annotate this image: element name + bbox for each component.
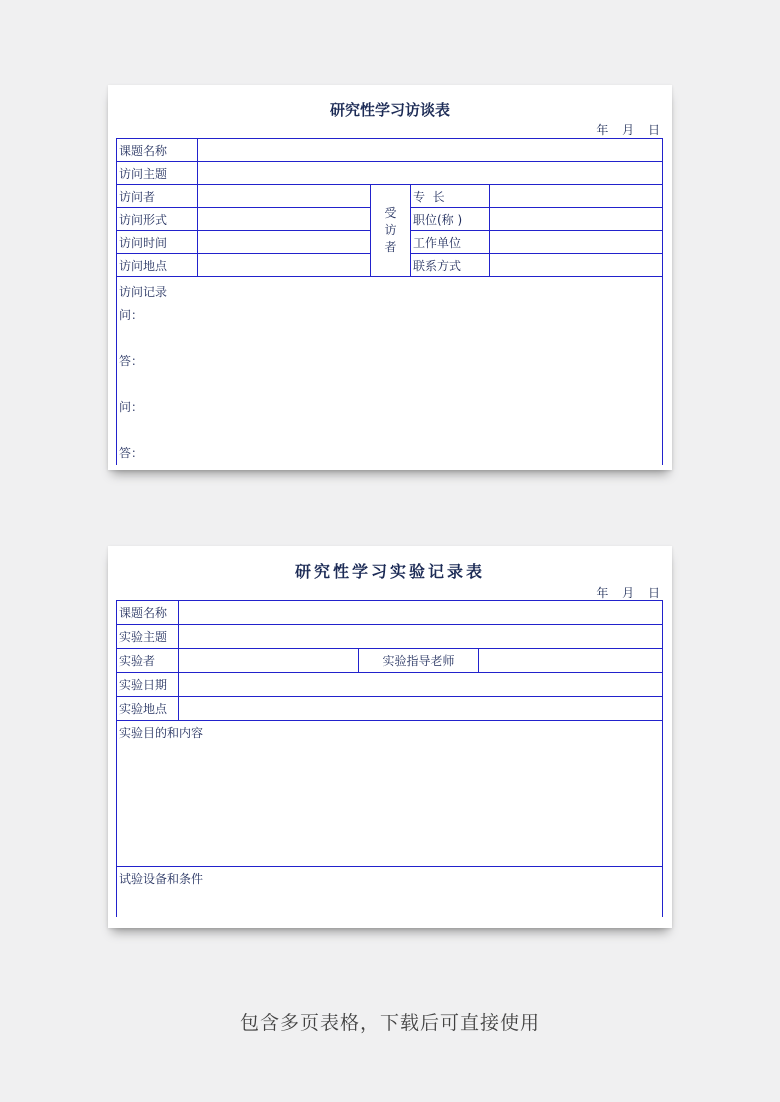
interviewer-label: 访问者 [117,185,198,208]
experiment-form-title: 研究性学习实验记录表 [294,562,485,581]
table-row [117,277,663,466]
topic-name-label: 课题名称 [117,139,198,162]
experimenter-field[interactable] [179,649,359,673]
table-row [117,867,663,918]
table-row [117,721,663,867]
work-unit-field[interactable] [490,231,663,254]
answer-label: 答： [119,354,144,368]
interviewee-char: 访 [384,223,397,237]
interview-form-date: 年 月 日 [596,123,660,137]
date-field[interactable] [179,673,663,697]
table-row [117,601,663,625]
contact-label: 联系方式 [411,254,490,277]
time-label: 访问时间 [117,231,198,254]
format-field[interactable] [198,208,371,231]
table-row [117,697,663,721]
interview-form-page [108,85,672,470]
interviewee-label [371,185,411,277]
topic-name-field[interactable] [198,139,663,162]
purpose-label: 实验目的和内容 [119,726,204,740]
position-field[interactable] [490,208,663,231]
table-row [117,185,663,208]
table-row [117,673,663,697]
interviewee-char: 者 [384,240,397,254]
answer-label: 答： [119,446,144,460]
specialty-label: 专 长 [411,185,490,208]
caption-text: 包含多页表格，下载后可直接使用 [239,1012,540,1034]
time-field[interactable] [198,231,371,254]
question-label: 问： [119,308,144,322]
table-row [117,162,663,185]
record-area[interactable] [117,277,663,466]
date-label: 实验日期 [117,673,179,697]
experimenter-label: 实验者 [117,649,179,673]
question-label: 问： [119,400,144,414]
topic-theme-label: 访问主题 [117,162,198,185]
interviewer-field[interactable] [198,185,371,208]
format-label: 访问形式 [117,208,198,231]
equipment-area[interactable] [117,867,663,918]
interview-form-table [116,138,663,465]
topic-theme-field[interactable] [179,625,663,649]
location-label: 实验地点 [117,697,179,721]
table-row [117,139,663,162]
location-field[interactable] [179,697,663,721]
topic-name-field[interactable] [179,601,663,625]
contact-field[interactable] [490,254,663,277]
topic-theme-label: 实验主题 [117,625,179,649]
topic-theme-field[interactable] [198,162,663,185]
purpose-area[interactable] [117,721,663,867]
experiment-form-table [116,600,663,917]
experiment-form-date: 年 月 日 [596,586,660,600]
location-label: 访问地点 [117,254,198,277]
supervisor-field[interactable] [479,649,663,673]
work-unit-label: 工作单位 [411,231,490,254]
location-field[interactable] [198,254,371,277]
table-row [117,649,663,673]
specialty-field[interactable] [490,185,663,208]
experiment-form-page [108,546,672,928]
interviewee-char: 受 [384,206,397,220]
record-label: 访问记录 [119,285,168,299]
topic-name-label: 课题名称 [117,601,179,625]
table-row [117,625,663,649]
interview-form-title: 研究性学习访谈表 [329,101,450,119]
supervisor-label: 实验指导老师 [359,649,479,673]
equipment-label: 试验设备和条件 [119,872,204,886]
position-label: 职位(称 ) [411,208,490,231]
